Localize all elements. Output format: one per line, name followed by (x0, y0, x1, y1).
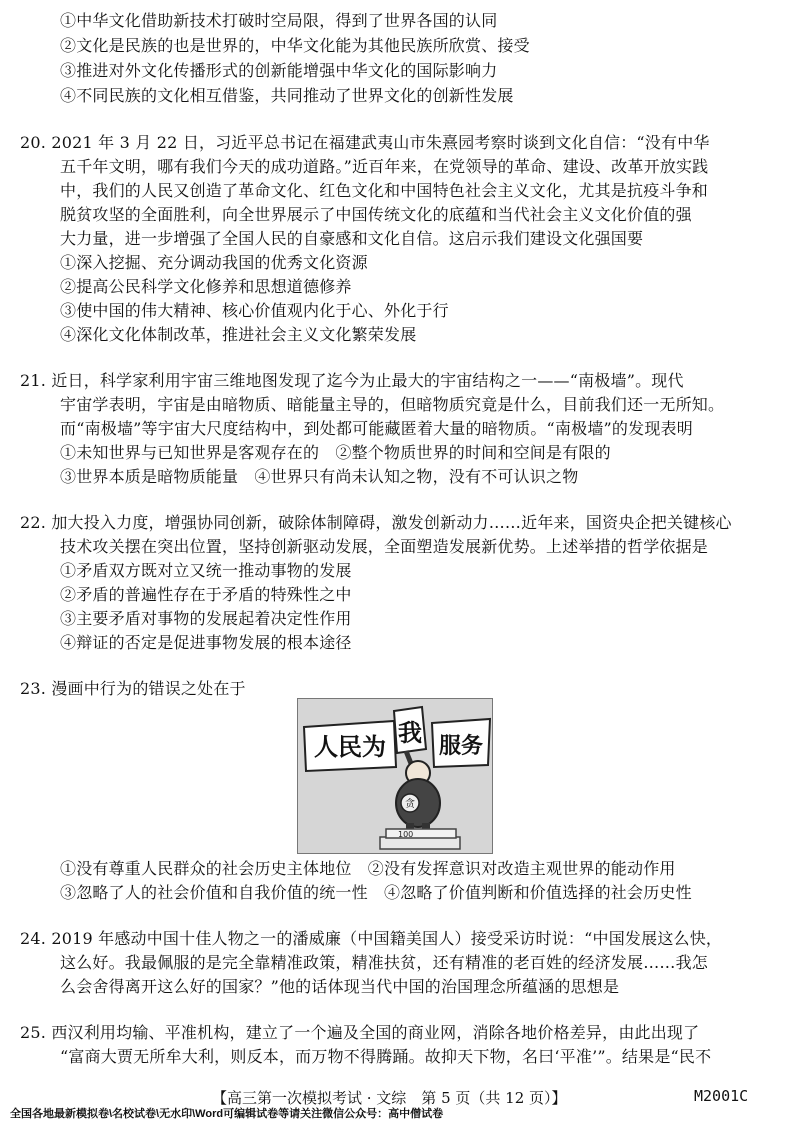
q23-stem-1: 23. 漫画中行为的错误之处在于 (20, 679, 246, 698)
q22-item-3: ③主要矛盾对事物的发展起着决定性作用 (60, 609, 352, 628)
cartoon-sign-right-text: 服务 (438, 734, 484, 759)
q24-stem-3: 么会舍得离开这么好的国家？”他的话体现当代中国的治国理念所蕴涵的思想是 (60, 977, 620, 996)
q24-stem-1: 24. 2019 年感动中国十佳人物之一的潘威廉（中国籍美国人）接受采访时说：“中国发展这么快， (20, 929, 723, 948)
q19-item-3: ③推进对外文化传播形式的创新能增强中华文化的国际影响力 (60, 61, 498, 80)
q19-item-4: ④不同民族的文化相互借鉴，共同推动了世界文化的创新性发展 (60, 86, 514, 105)
q21-stem-2: 宇宙学表明，宇宙是由暗物质、暗能量主导的，但暗物质究竟是什么，目前我们还一无所知。 (60, 395, 725, 414)
q20-item-4: ④深化文化体制改革，推进社会主义文化繁荣发展 (60, 325, 417, 344)
q21-stem-3: 而“南极墙”等宇宙大尺度结构中，到处都可能藏匿着大量的暗物质。“南极墙”的发现表明 (60, 419, 693, 438)
q21-item-1: ①未知世界与已知世界是客观存在的 ②整个物质世界的时间和空间是有限的 (60, 443, 611, 462)
q25-stem-1: 25. 西汉利用均输、平准机构，建立了一个遍及全国的商业网，消除各地价格差异，由此出现了 (20, 1023, 700, 1042)
q20-stem-3: 中，我们的人民又创造了革命文化、红色文化和中国特色社会主义文化，尤其是抗疫斗争和 (60, 181, 709, 200)
q20-item-2: ②提高公民科学文化修养和思想道德修养 (60, 277, 352, 296)
q25-stem-2: “富商大贾无所牟大利，则反本，而万物不得腾踊。故抑天下物，名曰‘平准’”。结果是“民不 (60, 1047, 712, 1066)
page-footer-note: 全国各地最新模拟卷\名校试卷\无水印\Word可编辑试卷等请关注微信公众号：高中僧试卷 (10, 1108, 444, 1120)
q24-stem-2: 这么好。我最佩服的是完全靠精准政策，精准扶贫，还有精准的老百姓的经济发展……我怎 (60, 953, 709, 972)
q20-stem-4: 脱贫攻坚的全面胜利，向全世界展示了中国传统文化的底蕴和当代社会主义文化价值的强 (60, 205, 692, 224)
cartoon-sign-left-text: 人民为 (314, 733, 386, 761)
q20-item-1: ①深入挖掘、充分调动我国的优秀文化资源 (60, 253, 368, 272)
q22-stem-1: 22. 加大投入力度，增强协同创新，破除体制障碍，激发创新动力……近年来，国资央企把关键核心 (20, 513, 732, 532)
q23-cartoon (297, 698, 493, 854)
page-footer-code: M2001C (694, 1087, 749, 1105)
q22-item-1: ①矛盾双方既对立又统一推动事物的发展 (60, 561, 352, 580)
q23-item-1: ①没有尊重人民群众的社会历史主体地位 ②没有发挥意识对改造主观世界的能动作用 (60, 859, 676, 878)
q23-item-2: ③忽略了人的社会价值和自我价值的统一性 ④忽略了价值判断和价值选择的社会历史性 (60, 883, 692, 902)
q19-item-2: ②文化是民族的也是世界的，中华文化能为其他民族所欣赏、接受 (60, 36, 530, 55)
q20-item-3: ③使中国的伟大精神、核心价值观内化于心、外化于行 (60, 301, 449, 320)
cartoon-badge-text: 贪 (405, 799, 415, 810)
q22-item-2: ②矛盾的普遍性存在于矛盾的特殊性之中 (60, 585, 352, 604)
q21-item-2: ③世界本质是暗物质能量 ④世界只有尚未认知之物，没有不可认识之物 (60, 467, 579, 486)
cartoon-sign-mid-text: 我 (398, 719, 422, 747)
q20-stem-2: 五千年文明，哪有我们今天的成功道路。”近百年来，在党领导的革命、建设、改革开放实践 (60, 157, 709, 176)
q22-item-4: ④辩证的否定是促进事物发展的根本途径 (60, 633, 352, 652)
q21-stem-1: 21. 近日，科学家利用宇宙三维地图发现了迄今为止最大的宇宙结构之一——“南极墙”。现代 (20, 371, 684, 390)
q19-item-1: ①中华文化借助新技术打破时空局限，得到了世界各国的认同 (60, 11, 498, 30)
page-footer-title: 【高三第一次模拟考试 · 文综 第 5 页（共 12 页）】 (212, 1089, 567, 1107)
q20-stem-5: 大力量，进一步增强了全国人民的自豪感和文化自信。这启示我们建设文化强国要 (60, 229, 644, 248)
q22-stem-2: 技术攻关摆在突出位置，坚持创新驱动发展，全面塑造发展新优势。上述举措的哲学依据是 (60, 537, 709, 556)
q20-stem-1: 20. 2021 年 3 月 22 日，习近平总书记在福建武夷山市朱熹园考察时谈到文化自信：“没有中华 (20, 133, 710, 152)
cartoon-drawing (298, 699, 492, 853)
cartoon-money-text: 100 (398, 830, 414, 839)
cartoon-money-stack (380, 829, 460, 849)
